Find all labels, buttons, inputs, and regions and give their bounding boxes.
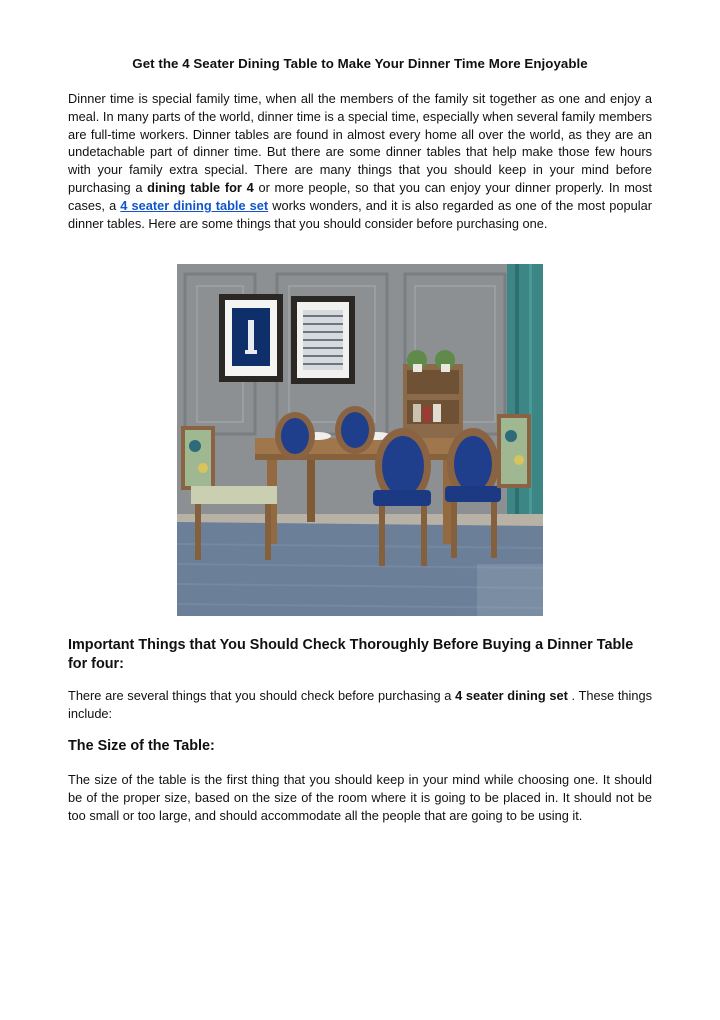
section1-bold-keyword: 4 seater dining set — [455, 688, 568, 703]
dining-table-set-link[interactable]: 4 seater dining table set — [120, 197, 269, 213]
intro-paragraph — [68, 90, 652, 232]
section-heading-table-size: The Size of the Table: — [68, 738, 215, 754]
section1-paragraph — [68, 687, 652, 722]
intro-bold-keyword: dining table for 4 — [147, 179, 254, 195]
dining-room-photo — [177, 264, 543, 616]
section1-text-2: . These things include: — [68, 688, 652, 721]
intro-text-2: or more people, so that you can enjoy your dinner properly. In most cases, a — [68, 179, 652, 213]
section2-paragraph: The size of the table is the first thing that you should keep in your mind while choosing one. It should be of the proper size, based on the size of the room where it is going to be placed in. It should not be too small or too large, and should accommodate all the people that are going to be using it. — [68, 772, 652, 823]
article-title: Get the 4 Seater Dining Table to Make Your Dinner Time More Enjoyable — [132, 56, 588, 71]
section1-text-1: There are several things that you should check before purchasing a — [68, 688, 456, 703]
intro-text-1: Dinner time is special family time, when all the members of the family sit together as one and enjoy a meal. In many parts of the world, dinner time is a special time, especially when several family members are full-time workers. Dinner tables are found in almost every home all over the world, as they are an undetachable part of dinner time. But there are some dinner tables that help make those few hours with your family extra special. There are many things that you should keep in your mind before purchasing a — [68, 91, 652, 195]
section-heading-important-things: Important Things that You Should Check Thoroughly Before Buying a Dinner Table for four: — [68, 637, 634, 672]
intro-text-3: works wonders, and it is also regarded as one of the most popular dinner tables. Here are some things that you should consider before purchasing one. — [68, 197, 652, 231]
